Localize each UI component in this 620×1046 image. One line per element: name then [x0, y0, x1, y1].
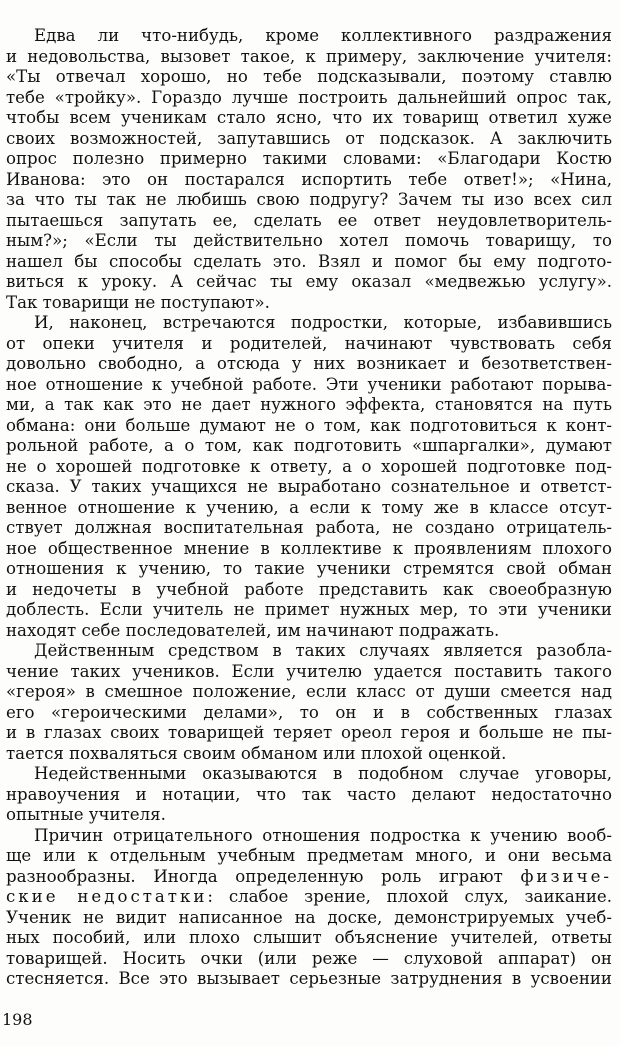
text-line: виться к уроку. А сейчас ты ему оказал «медвежью услугу».: [6, 272, 612, 291]
text-line: опрос полезно примерно такими словами: «Благодари Костю: [6, 149, 612, 168]
text-line: тается похваляться своим обманом или плохой оценкой.: [6, 743, 507, 763]
text-line: ным?»; «Если ты действительно хотел помочь товарищу, то: [6, 231, 612, 250]
text-line: разнообразны. Иногда определенную роль играют физиче-: [6, 866, 612, 886]
text-line: пытаешься запутать ее, сделать ее ответ неудовлетворитель-: [6, 210, 612, 230]
text-line: чение таких учеников. Если учителю удается поставить такого: [6, 661, 612, 681]
text-line: ствует должная воспитательная работа, не создано отрицатель-: [6, 518, 612, 537]
text-line: ных пособий, или плохо слышит объяснение учителей, ответы: [6, 928, 612, 947]
text-line: тебе «тройку». Гораздо лучше построить дальнейший опрос так,: [6, 87, 612, 107]
text-line: не о хорошей подготовке к ответу, а о хорошей подготовке под-: [6, 456, 612, 476]
text-line: товарищей. Носить очки (или реже — слуховой аппарат) он: [6, 948, 612, 968]
body-text: [6, 26, 612, 990]
text-line: И, наконец, встречаются подростки, которые, избавившись: [34, 313, 612, 332]
paragraph: [6, 764, 612, 826]
text-line: стесняется. Все это вызывает серьезные затруднения в усвоении: [6, 969, 612, 988]
text-line: ские недостатки: слабое зрение, плохой слух, заикание.: [6, 887, 612, 906]
text-line: Причин отрицательного отношения подростка к учению вооб-: [34, 825, 612, 845]
text-line: рольной работе, а о том, как подготовить «шпаргалки», думают: [6, 436, 612, 455]
text-line: и недочеты в учебной работе представить как своеобразную: [6, 579, 612, 599]
text-line: и недовольства, вызовет такое, к примеру, заключение учителя:: [6, 46, 612, 66]
text-line: и в глазах своих товарищей теряет ореол героя и больше не пы-: [6, 723, 612, 742]
text-line: отношения к учению, то такие ученики стремятся свой обман: [6, 559, 612, 578]
text-line: за что ты так не любишь свою подругу? Зачем ты изо всех сил: [6, 190, 612, 209]
page-number: 198: [2, 1010, 33, 1029]
text-line: его «героическими делами», то он и в собственных глазах: [6, 702, 612, 722]
text-line: ми, а так как это не дает нужного эффекта, становятся на путь: [6, 395, 612, 414]
text-line: Ученик не видит написанное на доске, демонстрируемых учеб-: [6, 907, 612, 927]
text-line: Так товарищи не поступают».: [6, 292, 270, 312]
text-line: «героя» в смешное положение, если класс от души смеется над: [6, 682, 612, 701]
text-line: ще или к отдельным учебным предметам много, и они весьма: [6, 846, 612, 865]
paragraph: [6, 26, 612, 313]
text-line: нашел бы способы сделать это. Взял и помог бы ему подгото-: [6, 251, 612, 271]
paragraph: [6, 313, 612, 641]
text-line: опытные учителя.: [6, 805, 166, 824]
text-line: довольно свободно, а отсюда у них возникает и безответствен-: [6, 354, 612, 373]
text-line: сказа. У таких учащихся не выработано сознательное и ответст-: [6, 477, 612, 496]
text-line: доблесть. Если учитель не примет нужных мер, то эти ученики: [6, 600, 612, 619]
text-line: своих возможностей, запутавшись от подсказок. А заключить: [6, 128, 612, 148]
text-line: ное отношение к учебной работе. Эти ученики работают порыва-: [6, 374, 612, 394]
text-line: чтобы всем ученикам стало ясно, что их товарищ ответил хуже: [6, 108, 612, 127]
paragraph: [6, 641, 612, 764]
text-line: Недейственными оказываются в подобном случае уговоры,: [34, 764, 612, 783]
text-line: Едва ли что-нибудь, кроме коллективного раздражения: [34, 26, 612, 45]
text-line: обмана: они больше думают не о том, как подготовиться к конт-: [6, 415, 612, 435]
text-line: находят себе последователей, им начинают подражать.: [6, 620, 500, 640]
text-line: Иванова: это он постарался испортить тебе ответ!»; «Нина,: [6, 169, 612, 189]
text-line: венное отношение к учению, а если к тому же в классе отсут-: [6, 497, 612, 517]
text-line: ное общественное мнение в коллективе к проявлениям плохого: [6, 538, 612, 558]
text-line: от опеки учителя и родителей, начинают чувствовать себя: [6, 333, 612, 353]
text-line: «Ты отвечал хорошо, но тебе подсказывали, поэтому ставлю: [6, 67, 612, 86]
text-line: Действенным средством в таких случаях является разобла-: [34, 641, 612, 660]
paragraph: [6, 826, 612, 990]
text-line: нравоучения и нотации, что так часто делают недостаточно: [6, 784, 612, 804]
